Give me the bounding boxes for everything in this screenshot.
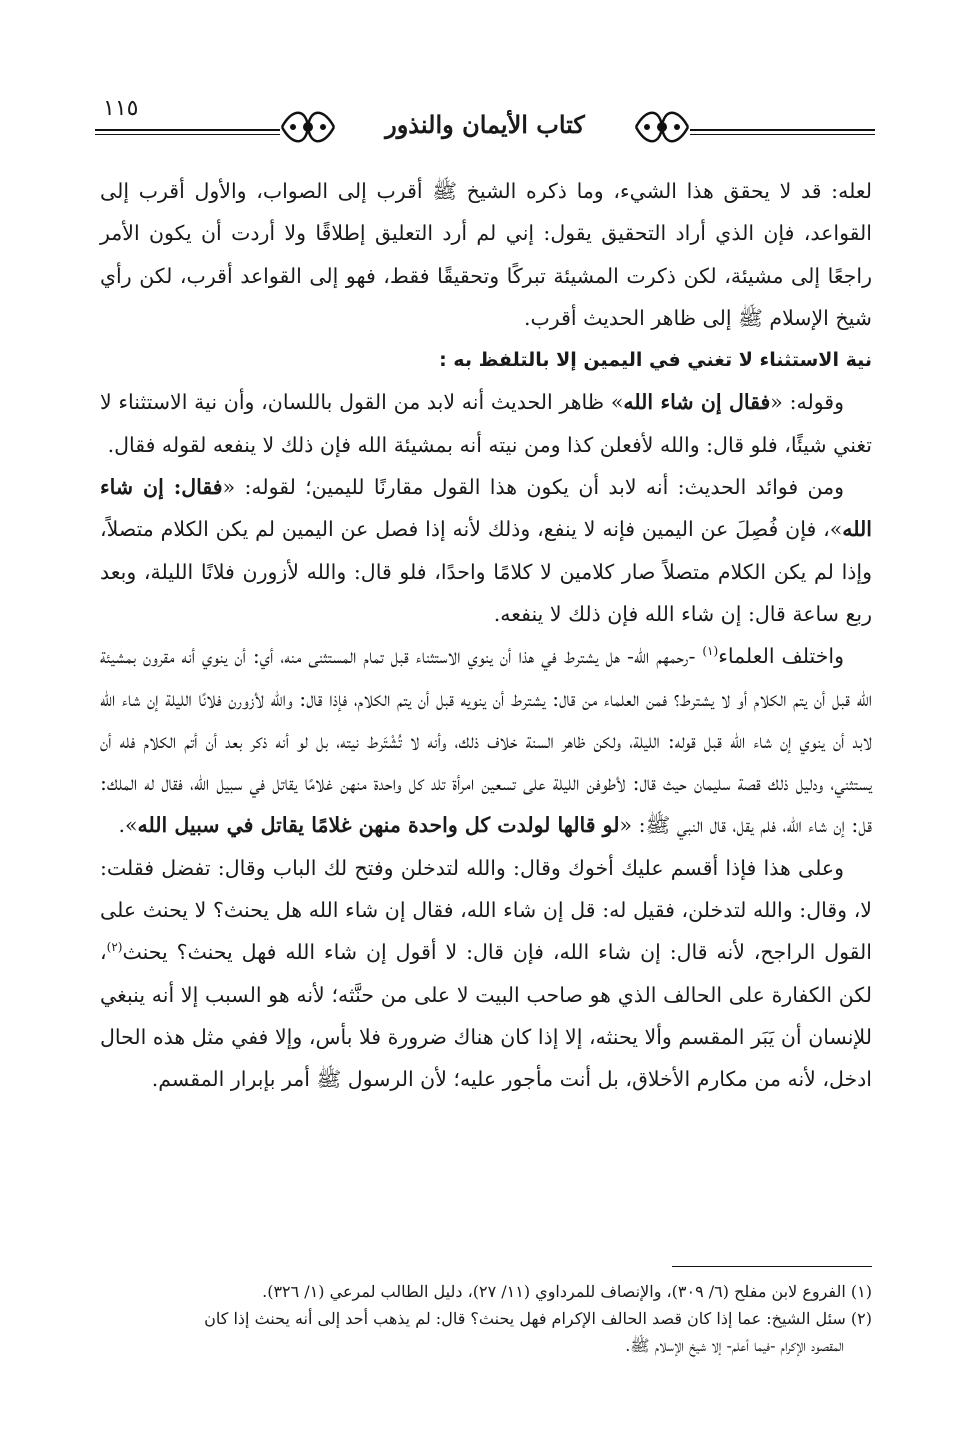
quoted-text: لو قالها لولدت كل واحدة منهن غلامًا يقاتل في سبيل الله [137, 813, 620, 838]
text-run: -رحمهم الله- هل يشترط في هذا أن ينوي الاستثناء قبل تمام المستثنى منه، أي: أن ينوي أنه مقرون بمشيئة الله قبل أن يتم الكلام أو لا يشترط؟ فمن العلماء من قال: يشترط أن ينويه قبل أن يتم الكلام، فإذا قال: والله لأزورن فلانًا الليلة إن شاء الله لابد أن ينوي إن شاء الله قبل قوله: الليلة، ولكن ظاهر السنة خلاف ذلك، وأنه لا تُشْتَرط نيته، بل لو أنه ذكر بعد أن أتم الكلام فله أن يستثني، ودليل ذلك قصة سليمان حيث قال: لأطوفن الليلة على تسعين امرأة تلد كل واحدة منهن غلامًا يقاتل في سبيل الله، فقال له الملك: قل: إن شاء الله، فلم يقل، قال النبي ﷺ: « [100, 644, 872, 838]
text-run: ، لكن الكفارة على الحالف الذي هو صاحب البيت لا على من حنَّثه؛ لأنه هو السبب إلا أنه ينبغي للإنسان أن يَبَر المقسم وألا يحنثه، إلا إذا كان هناك ضرورة فلا بأس، وإلا ففي مثل هذه الحال ادخل، لأنه من مكارم الأخلاق، بل أنت مأجور عليه؛ لأن الرسول ﷺ أمر بإبرار المقسم. [100, 940, 872, 1092]
ornament-icon [632, 102, 692, 152]
footnote-ref: (٢) [106, 940, 123, 955]
quoted-text: فقال إن شاء الله [623, 390, 771, 415]
header-rule-left [95, 129, 280, 135]
page-header [95, 96, 875, 160]
footnotes [100, 1278, 872, 1359]
text-run: ومن فوائد الحديث: أنه لابد أن يكون هذا القول مقارنًا لليمين؛ لقوله: « [222, 475, 844, 500]
book-title: كتاب الأيمان والنذور [385, 110, 585, 139]
page-number: ١١٥ [103, 96, 139, 121]
paragraph [100, 635, 872, 846]
section-heading: نية الاستثناء لا تغني في اليمين إلا بالتلفظ به : [439, 349, 872, 372]
header-rule-right [690, 129, 875, 135]
text-run: ». [118, 813, 138, 838]
main-text [100, 170, 872, 1101]
text-run: واختلف العلماء [718, 644, 844, 669]
footnote-2-continued: المقصود الإكرام -فيما أعلم- إلا شيخ الإسلام ﷺ. [625, 1336, 844, 1355]
footnote-2: (٢) سئل الشيخ: عما إذا كان قصد الحالف الإكرام فهل يحنث؟ قال: لم يذهب أحد إلى أنه يحنث إذا كان [204, 1309, 872, 1328]
text-run: وعلى هذا فإذا أقسم عليك أخوك وقال: والله لتدخلن وفتح لك الباب وقال: تفضل فقلت: لا، وقال: والله لتدخلن، فقيل له: قل إن شاء الله، فقال إن شاء الله هل يحنث؟ لا يحنث على القول الراجح، لأنه قال: إن شاء الله، فإن قال: لا أقول إن شاء الله فهل يحنث؟ يحنث [100, 855, 872, 965]
text-run: » ظاهر الحديث أنه لابد من القول باللسان، وأن نية الاستثناء لا تغني شيئًا، فلو قال: والله لأفعلن كذا ومن نيته أنه بمشيئة الله فإن ذلك لا ينفعه لقوله فقال. [100, 390, 872, 457]
footnote-divider [672, 1266, 872, 1267]
paragraph [100, 847, 872, 1101]
text-run: »، فإن فُصِلَ عن اليمين فإنه لا ينفع، وذلك لأنه إذا فصل عن اليمين لم يكن الكلام متصلاً، وإذا لم يكن الكلام متصلاً صار كلامين لا كلامًا واحدًا، فلو قال: والله لأزورن فلانًا الليلة، وبعد ربع ساعة قال: إن شاء الله فإن ذلك لا ينفعه. [100, 517, 872, 626]
quoted-text: فقال: إن شاء الله [100, 475, 872, 542]
paragraph: لعله: قد لا يحقق هذا الشيء، وما ذكره الشيخ ﷺ أقرب إلى الصواب، والأول أقرب إلى القواعد، فإن الذي أراد التحقيق يقول: إني لم أرد التعليق إطلاقًا ولا أردت أن يكون الأمر راجعًا إلى مشيئة، لكن ذكرت المشيئة تبركًا وتحقيقًا فقط، فهو إلى القواعد أقرب، لكن رأي شيخ الإسلام ﷺ إلى ظاهر الحديث أقرب. [100, 179, 872, 330]
paragraph [100, 381, 872, 466]
footnote-1: (١) الفروع لابن مفلح (٦/ ٣٠٩)، والإنصاف للمرداوي (١١/ ٢٧)، دليل الطالب لمرعي (١/ ٣٢٦). [262, 1282, 872, 1301]
ornament-icon [278, 102, 338, 152]
text-run: وقوله: « [770, 390, 845, 415]
paragraph [100, 466, 872, 635]
footnote-ref: (١) [702, 644, 719, 659]
